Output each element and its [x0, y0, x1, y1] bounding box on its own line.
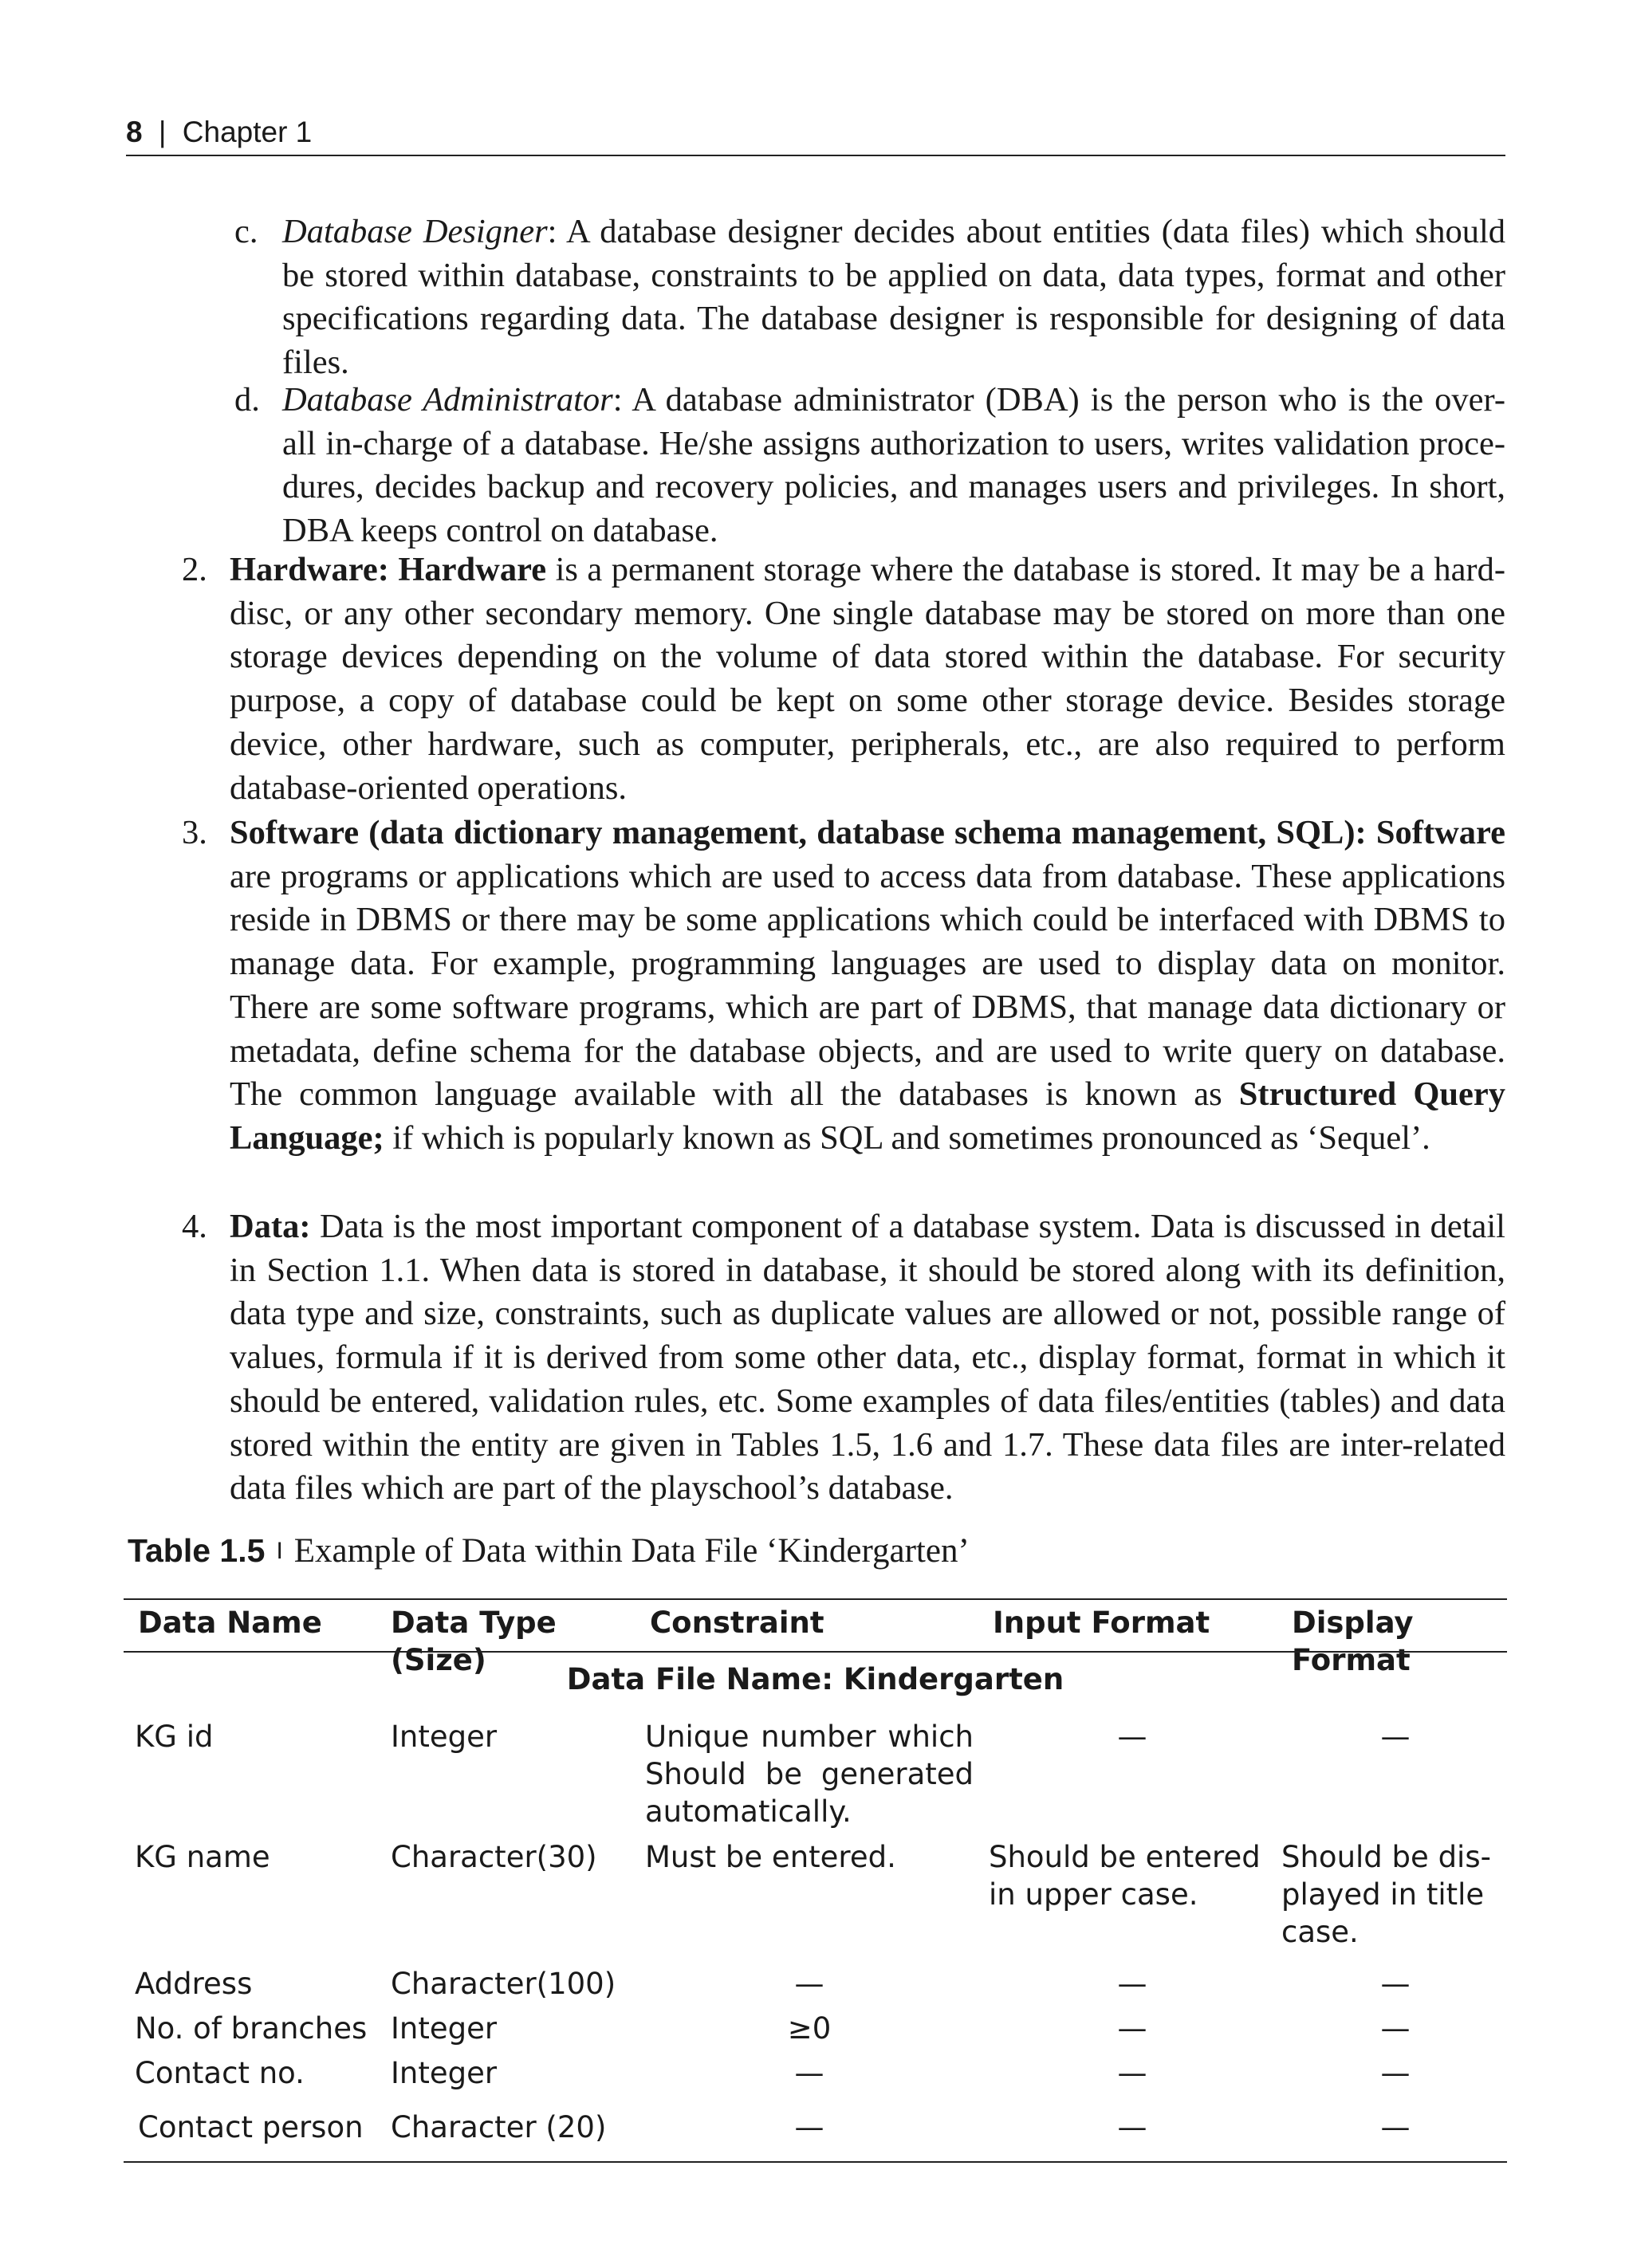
column-header: Constraint: [650, 1606, 824, 1640]
table-cell: Integer: [391, 2056, 498, 2090]
table-cell: Integer: [391, 2011, 498, 2046]
table-cell: Should be dis-played in title case.: [1281, 1840, 1491, 1949]
column-header: Data Name: [138, 1606, 322, 1640]
table-cell: —: [794, 1967, 824, 2001]
table-cell: —: [1117, 2110, 1147, 2144]
item-text-2: if which is popularly known as SQL and sometimes pronounced as ‘Sequel’.: [384, 1118, 1430, 1157]
table-cell: —: [1117, 2056, 1147, 2090]
table-cell: —: [1117, 1720, 1147, 1754]
table-cell: Character(30): [391, 1840, 597, 1874]
heading-hardware: Hardware: Hardware: [230, 551, 547, 588]
term-sql: Structured Query Language;: [230, 1075, 1505, 1157]
table-cell: —: [1117, 1967, 1147, 2001]
table-cell: ≥0: [787, 2011, 832, 2046]
table-cell: Character (20): [391, 2110, 607, 2144]
column-header: Display Format: [1292, 1606, 1414, 1677]
list-marker: c.: [234, 213, 258, 250]
table-bottom-rule: [124, 2161, 1507, 2163]
table-cell: No. of branches: [135, 2011, 368, 2046]
running-header: [126, 113, 1505, 156]
list-marker: 3.: [182, 814, 207, 851]
list-marker: 4.: [182, 1208, 207, 1245]
table-cell: —: [1380, 1720, 1411, 1754]
term-database-administrator: Database Administrator: [282, 381, 613, 419]
item-text: : A database administrator (DBA) is the person who is the over-all in-charge of a database. He/she assigns authorization to users, writes validation proce-dures, decides backup and recovery policies, and manages users and privileges. In short, DBA keeps control on database.: [282, 381, 1505, 550]
heading-data: Data:: [230, 1208, 311, 1245]
table-cell: Must be entered.: [645, 1840, 896, 1874]
table-header-rule: [124, 1651, 1507, 1653]
table-cell: Contact no.: [135, 2056, 305, 2090]
list-marker: d.: [234, 381, 260, 419]
item-text: are programs or applications which are used to access data from database. These applications reside in DBMS or there may be some applications which could be interfaced with DBMS to manage data. For example, programming languages are used to display data on monitor. There are some software programs, which are part of DBMS, that manage data dictionary or metadata, define schema for the database objects, and are used to write query on database. The common language available with all the databases is known as: [230, 857, 1505, 1114]
table-cell: —: [794, 2056, 824, 2090]
list-item-database-designer: [234, 210, 1505, 385]
table-cell: Character(100): [391, 1967, 616, 2001]
table-cell: —: [1380, 2110, 1411, 2144]
list-item-software: [182, 812, 1505, 1161]
column-header: Input Format: [993, 1606, 1210, 1640]
list-marker: 2.: [182, 551, 207, 588]
table-cell: —: [794, 2110, 824, 2144]
table-cell: Integer: [391, 1720, 498, 1754]
table-cell: —: [1380, 2011, 1411, 2046]
table-caption-text: Example of Data within Data File ‘Kindergarten’: [293, 1532, 970, 1570]
table-cell: Unique number which Should be generated automatically.: [645, 1720, 974, 1829]
page-number: 8: [126, 116, 143, 148]
heading-software: Software (data dictionary management, database schema management, SQL): Software: [230, 814, 1505, 851]
table-cell: KG id: [135, 1720, 214, 1754]
item-text: Data is the most important component of a database system. Data is discussed in detail in Section 1.1. When data is stored in database, it should be stored along with its definition, data type and size, constraints, such as duplicate values are allowed or not, possible range of values, formula if it is derived from some other data, etc., display format, format in which it should be entered, validation rules, etc. Some examples of data files/entities (tables) and data stored within the entity are given in Tables 1.5, 1.6 and 1.7. These data files are inter-related data files which are part of the playschool’s database.: [230, 1208, 1505, 1507]
item-text: is a permanent storage where the database is stored. It may be a hard-disc, or any other secondary memory. One single database may be stored on more than one storage devices depending on the volume of data stored within the database. For security purpose, a copy of database could be kept on some other storage device. Besides storage device, other hardware, such as computer, peripherals, etc., are also required to perform database-oriented operations.: [230, 551, 1505, 807]
header-separator: |: [158, 116, 167, 148]
list-item-hardware: [182, 548, 1505, 810]
term-database-designer: Database Designer: [282, 213, 548, 250]
table-cell: Contact person: [138, 2110, 364, 2144]
list-item-database-administrator: [234, 379, 1505, 553]
table-cell: KG name: [135, 1840, 270, 1874]
table-cell: —: [1380, 1967, 1411, 2001]
table-cell: Address: [135, 1967, 253, 2001]
item-text: : A database designer decides about entities (data files) which should be stored within database, constraints to be applied on data, data types, format and other specifications regarding data. The database designer is responsible for designing of data files.: [282, 213, 1505, 382]
table-label: Table 1.5: [128, 1532, 266, 1569]
list-item-data: [182, 1205, 1505, 1511]
table-subheader: Data File Name: Kindergarten: [566, 1662, 1064, 1696]
table-cell: Should be entered in upper case.: [989, 1840, 1261, 1912]
chapter-label: Chapter 1: [182, 116, 313, 148]
table-caption: [128, 1528, 970, 1574]
table-cell: —: [1117, 2011, 1147, 2046]
column-header: Data Type (Size): [391, 1606, 557, 1677]
table-cell: —: [1380, 2056, 1411, 2090]
table-top-rule: [124, 1598, 1507, 1600]
caption-bar: I: [276, 1538, 283, 1564]
